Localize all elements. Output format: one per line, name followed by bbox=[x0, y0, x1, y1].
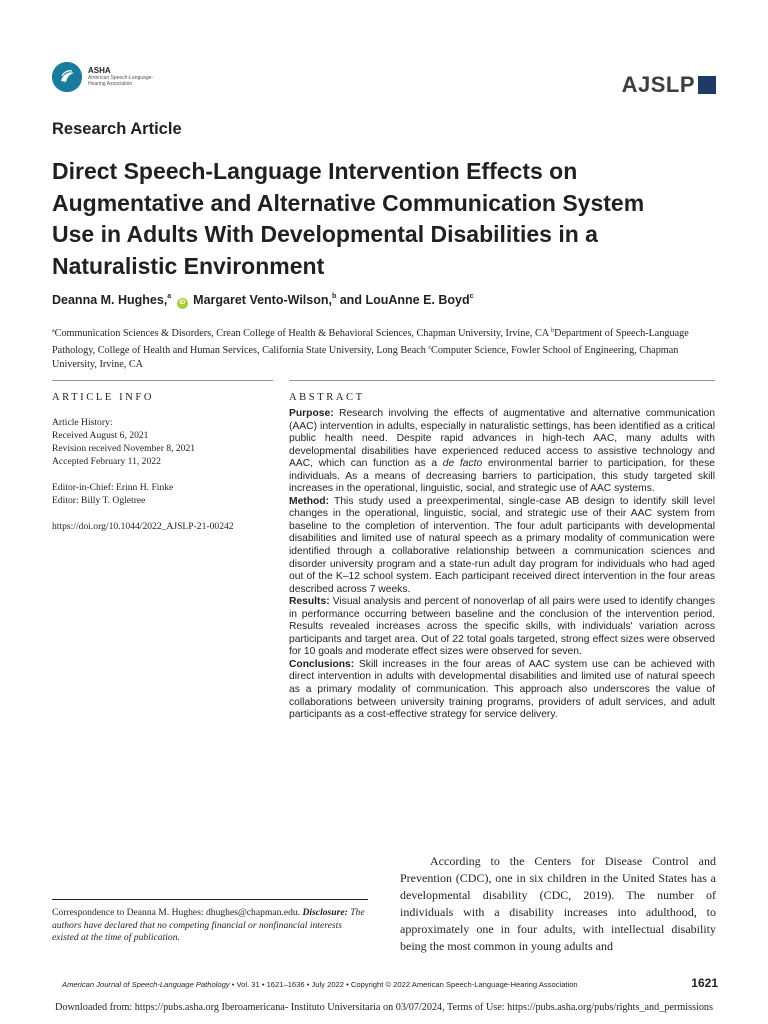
abstract-heading: ABSTRACT bbox=[289, 392, 365, 403]
abstract-purpose bbox=[289, 408, 715, 496]
affiliation-marker: b bbox=[331, 293, 337, 300]
logo-subtitle: American Speech-Language-Hearing Association bbox=[88, 75, 154, 87]
accepted-date: Accepted February 11, 2022 bbox=[52, 456, 161, 467]
purpose-italic: de facto bbox=[442, 458, 483, 470]
journal-square-icon bbox=[698, 76, 716, 94]
revised-date: Revision received November 8, 2021 bbox=[52, 443, 196, 454]
affiliations bbox=[52, 324, 716, 372]
page-footer bbox=[62, 976, 718, 990]
history-label: Article History: bbox=[52, 417, 113, 428]
editor-in-chief: Editor-in-Chief: Erinn H. Finke bbox=[52, 482, 174, 493]
footnote-rule bbox=[52, 899, 368, 900]
disclosure-text: The authors have declared that no competing financial or nonfinancial interests existed at the time of publication. bbox=[52, 907, 365, 943]
abstract-method bbox=[289, 496, 715, 596]
results-label: Results: bbox=[289, 596, 330, 608]
author-name[interactable]: Deanna M. Hughes, bbox=[52, 293, 168, 307]
author-conjunction: and bbox=[339, 293, 362, 307]
article-info bbox=[52, 416, 277, 533]
author-name[interactable]: LouAnne E. Boyd bbox=[365, 293, 470, 307]
correspondence-text: Correspondence to Deanna M. Hughes: dhughes@chapman.edu. bbox=[52, 907, 303, 918]
received-date: Received August 6, 2021 bbox=[52, 430, 149, 441]
journal-logo bbox=[622, 72, 716, 98]
disclosure-label: Disclosure: bbox=[302, 907, 348, 918]
author-name[interactable]: Margaret Vento-Wilson, bbox=[193, 293, 332, 307]
affiliation-text: Communication Sciences & Disorders, Crean College of Health & Behavioral Sciences, Chapman University, Irvine, CA bbox=[54, 328, 552, 339]
method-text: This study used a preexperimental, single-case AB design to identify skill level changes in the operational, linguistic, social, and strategic use of their AAC system from baseline to the completion of intervention. The four adult participants with developmental disabilities and limited use of natural speech as a primary modality of communication were identified through a collaborative relationship between a communication sciences and disorder university program and a state-run adult day program for individuals who had aged out of the K–12 school system. Each participant received direct intervention in the four areas described across 7 weeks. bbox=[289, 495, 715, 595]
author-list bbox=[52, 293, 474, 309]
abstract-results bbox=[289, 596, 715, 659]
doi-link[interactable]: https://doi.org/10.1044/2022_AJSLP-21-00242 bbox=[52, 521, 234, 532]
article-info-heading: ARTICLE INFO bbox=[52, 392, 155, 403]
purpose-text: Research involving the effects of augmentative and alternative communication (AAC) intervention in adults, especially in naturalistic settings, has been identified as a critical public health need. Despite rapid advances in high-tech AAC, many adults with developmental disabilities have experienced reduced access to assistive technology and AAC, which can function as a bbox=[289, 408, 715, 470]
editor: Editor: Billy T. Ogletree bbox=[52, 495, 146, 506]
affiliation-marker: a bbox=[52, 328, 55, 334]
affiliation-marker: c bbox=[469, 293, 474, 300]
asha-emblem-icon bbox=[52, 62, 82, 92]
divider bbox=[52, 380, 273, 381]
purpose-label: Purpose: bbox=[289, 408, 334, 419]
journal-name: American Journal of Speech-Language Pathology bbox=[62, 980, 230, 989]
divider bbox=[289, 380, 715, 381]
affiliation-marker: c bbox=[428, 345, 432, 351]
abstract-body bbox=[289, 408, 715, 722]
affiliation-marker: b bbox=[551, 328, 555, 334]
method-label: Method: bbox=[289, 495, 330, 507]
journal-citation bbox=[62, 980, 578, 989]
section-label: Research Article bbox=[52, 120, 182, 138]
download-notice: Downloaded from: https://pubs.asha.org Iberoamericana- Instituto Universitaria on 03/07/2024, Terms of Use: https://pubs.asha.org/pubs/rights_and_permissions bbox=[55, 1002, 713, 1013]
abstract-conclusions bbox=[289, 659, 715, 722]
correspondence-note bbox=[52, 907, 370, 945]
affiliation-text: Computer Science, Fowler School of Engineering, Chapman University, Irvine, CA bbox=[52, 345, 679, 370]
affiliation-marker: a bbox=[167, 293, 172, 300]
intro-paragraph: According to the Centers for Disease Control and Prevention (CDC), one in six children in the United States has a developmental disability (CDC, 2019). The number of individuals with a disability increases into adulthood, to approximately one in four adults, with intellectual disability being the most common in young adults and bbox=[400, 854, 716, 953]
citation-details: • Vol. 31 • 1621–1636 • July 2022 • Copyright © 2022 American Speech-Language-Hearing Association bbox=[229, 980, 578, 989]
logo-name: ASHA bbox=[88, 66, 111, 75]
affiliation-text: Department of Speech-Language Pathology, College of Health and Human Services, California State University, Long Beach bbox=[52, 328, 689, 356]
asha-logo bbox=[52, 62, 158, 92]
purpose-text: environmental barrier to participation, for these individuals. As a means of decreasing barriers to participation, this study targeted skill increases in the operational, linguistic, social, and strategic use of AAC systems. bbox=[289, 458, 715, 495]
journal-abbrev: AJSLP bbox=[621, 72, 695, 97]
page-number: 1621 bbox=[691, 976, 718, 990]
orcid-icon[interactable]: iD bbox=[177, 298, 188, 309]
article-title: Direct Speech-Language Intervention Effects on Augmentative and Alternative Communication System Use in Adults With Developmental Disabilities in a Naturalistic Environment bbox=[52, 158, 645, 279]
conclusions-label: Conclusions: bbox=[289, 658, 355, 670]
conclusions-text: Skill increases in the four areas of AAC system use can be achieved with direct intervention in adults with developmental disabilities and limited use of natural speech as a primary modality of communication. This approach also underscores the value of collaborations between university training programs, providers of adult services, and adult participants as a cost-effective strategy for service delivery. bbox=[289, 658, 715, 721]
results-text: Visual analysis and percent of nonoverlap of all pairs were used to identify changes in performance occurring between baseline and the conclusion of the intervention period. Results revealed increases across the specific skills, with individuals' variation across participants and target area. Out of 22 total goals targeted, strong effect sizes were observed for 10 goals and moderate effect sizes were observed for seven. bbox=[289, 596, 715, 658]
